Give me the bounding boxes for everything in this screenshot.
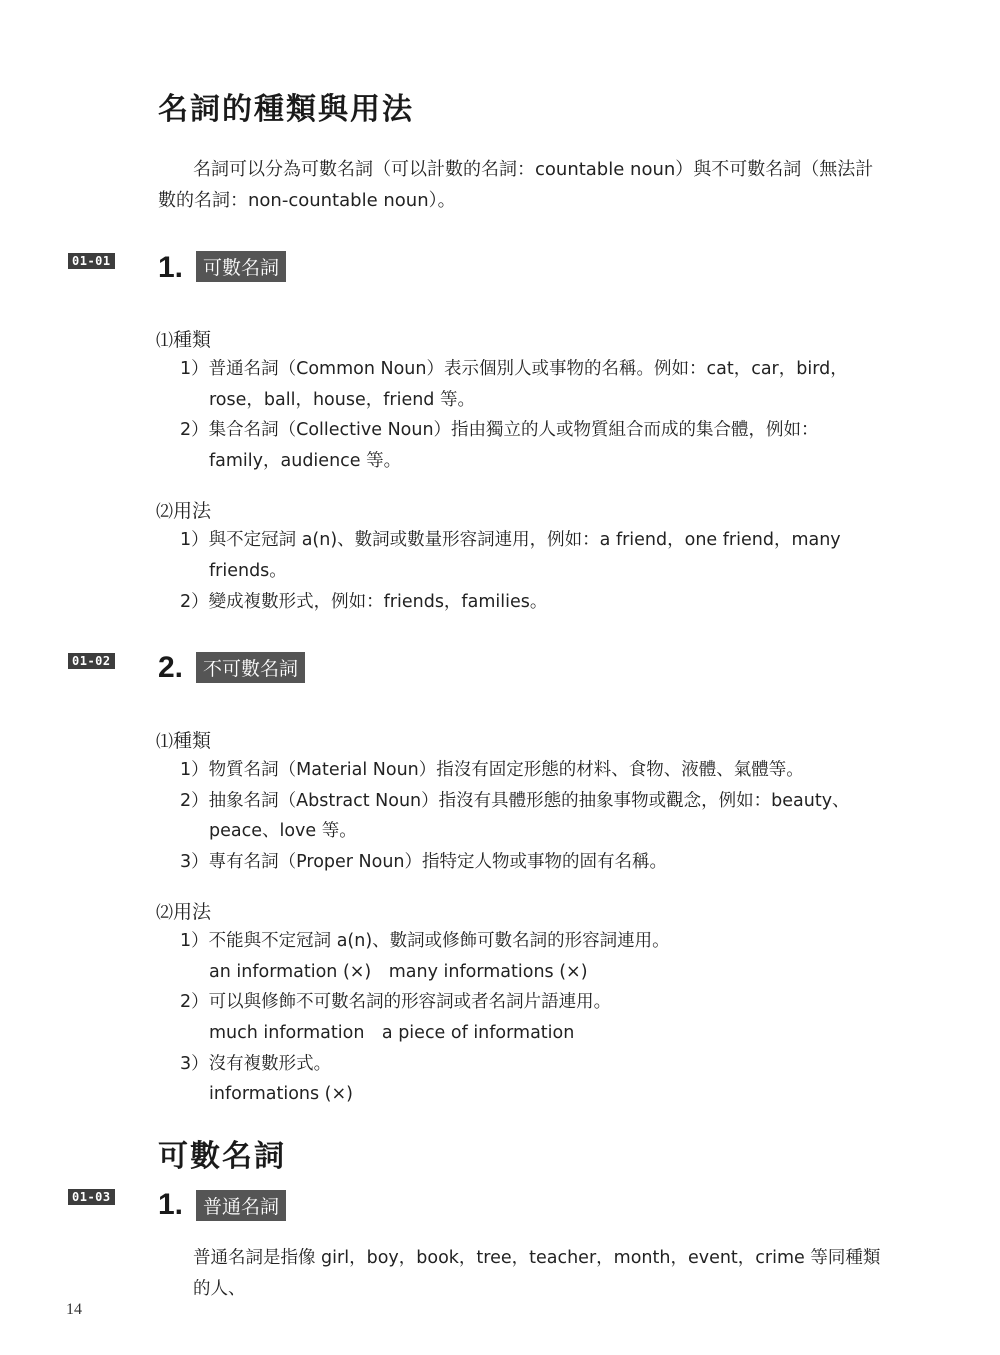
page-title: 名詞的種類與用法 bbox=[158, 92, 414, 127]
section-number: 2. bbox=[158, 651, 184, 684]
subsection-heading: ⑴種類 bbox=[156, 329, 212, 351]
list-item: 2）抽象名詞（Abstract Noun）指沒有具體形態的抽象事物或觀念，例如：beauty、 bbox=[180, 791, 850, 811]
subsection-heading: ⑵用法 bbox=[156, 500, 212, 522]
list-item: 1）普通名詞（Common Noun）表示個別人或事物的名稱。例如：cat，car，bird， bbox=[180, 359, 848, 379]
section-number: 1. bbox=[158, 1188, 184, 1221]
section-tag: 01-02 bbox=[68, 653, 115, 669]
list-item: 2）集合名詞（Collective Noun）指由獨立的人或物質組合而成的集合體，例如： bbox=[180, 420, 819, 440]
page-number: 14 bbox=[66, 1301, 82, 1318]
body-text: 普通名詞是指像 girl，boy，book，tree，teacher，month，event，crime 等同種類的人、 bbox=[193, 1248, 881, 1299]
list-item: 1）不能與不定冠詞 a(n)、數詞或修飾可數名詞的形容詞連用。 bbox=[180, 931, 670, 951]
example-line: an information (×) many informations (×) bbox=[209, 962, 588, 982]
section-number: 1. bbox=[158, 251, 184, 284]
subsection-heading: ⑴種類 bbox=[156, 730, 212, 752]
section-tag: 01-01 bbox=[68, 253, 115, 269]
intro-line-2: 數的名詞：non-countable noun）。 bbox=[158, 190, 456, 211]
list-item: 1）與不定冠詞 a(n)、數詞或數量形容詞連用，例如：a friend，one friend，many bbox=[180, 530, 841, 550]
list-item-cont: peace、love 等。 bbox=[209, 821, 357, 841]
section-label: 不可數名詞 bbox=[196, 652, 305, 683]
section-heading: 可數名詞 bbox=[158, 1139, 286, 1174]
section-label: 可數名詞 bbox=[196, 251, 286, 282]
list-item: 3）沒有複數形式。 bbox=[180, 1054, 332, 1074]
example-line: much information a piece of information bbox=[209, 1023, 575, 1043]
section-tag: 01-03 bbox=[68, 1189, 115, 1205]
intro-line-1: 名詞可以分為可數名詞（可以計數的名詞：countable noun）與不可數名詞（無法計 bbox=[193, 159, 874, 180]
list-item-cont: rose，ball，house，friend 等。 bbox=[209, 390, 475, 410]
section-label: 普通名詞 bbox=[196, 1190, 286, 1221]
example-line: informations (×) bbox=[209, 1084, 353, 1104]
list-item: 3）專有名詞（Proper Noun）指特定人物或事物的固有名稱。 bbox=[180, 852, 668, 872]
list-item-cont: friends。 bbox=[209, 561, 287, 581]
list-item: 2）可以與修飾不可數名詞的形容詞或者名詞片語連用。 bbox=[180, 992, 612, 1012]
list-item: 1）物質名詞（Material Noun）指沒有固定形態的材料、食物、液體、氣體等。 bbox=[180, 760, 804, 780]
list-item: 2）變成複數形式，例如：friends，families。 bbox=[180, 592, 548, 612]
subsection-heading: ⑵用法 bbox=[156, 901, 212, 923]
list-item-cont: family，audience 等。 bbox=[209, 451, 402, 471]
